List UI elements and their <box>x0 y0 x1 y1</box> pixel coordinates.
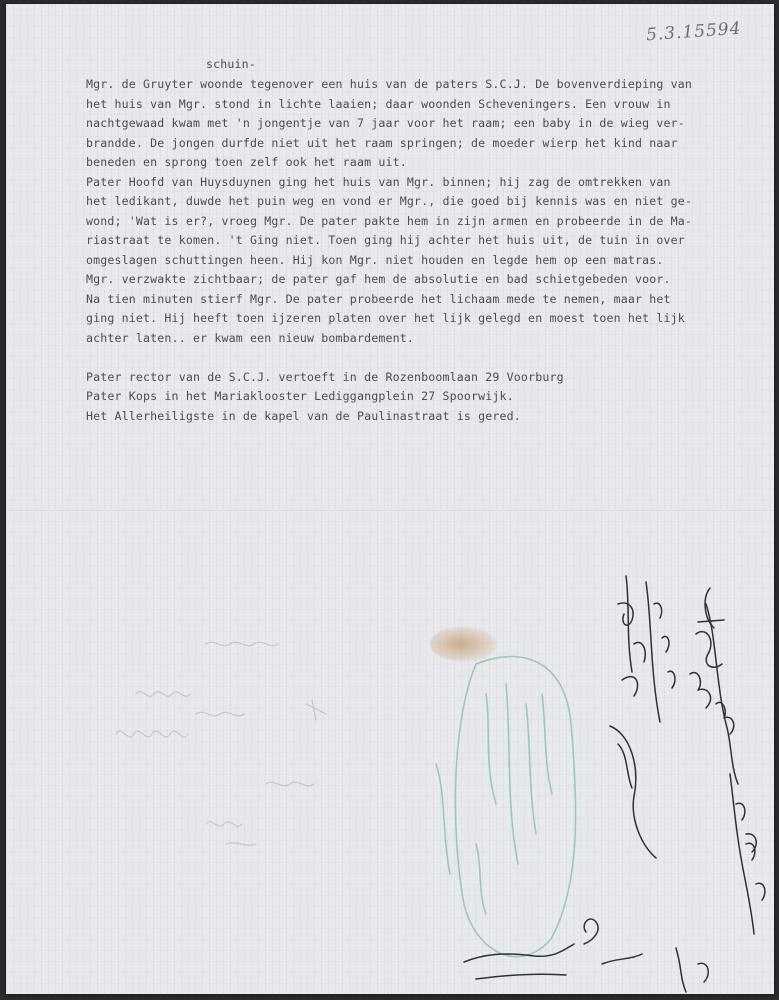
paragraph-line: brandde. De jongen durfde niet uit het raam springen; de moeder wierp het kind naar <box>86 135 678 150</box>
paragraph-line: beneden en sprong toen zelf ook het raam uit. <box>86 155 407 169</box>
green-pencil-scribbles <box>436 657 576 957</box>
paragraph-line: het ledikant, duwde het puin weg en vond er Mgr., die goed bij kennis was en niet ge- <box>86 194 693 208</box>
archive-number: 5.3.15594 <box>645 18 743 46</box>
paragraph-line: wond; 'Wat is er?, vroeg Mgr. De pater pakte hem in zijn armen en probeerde in de Ma- <box>86 213 693 228</box>
note-line: Pater rector van de S.C.J. vertoeft in de Rozenboomlaan 29 Voorburg <box>86 369 564 384</box>
paragraph-line: riastraat te komen. 't Ging niet. Toen ging hij achter het huis uit, de tuin in over <box>86 233 685 247</box>
paragraph-line: Na tien minuten stierf Mgr. De pater probeerde het lichaam mede te nemen, maar het <box>86 291 671 306</box>
note-line: Het Allerheiligste in de kapel van de Paulinastraat is gered. <box>86 408 521 423</box>
paragraph-line: Pater Hoofd van Huysduynen ging het huis van Mgr. binnen; hij zag de omtrekken van <box>86 174 671 189</box>
handwritten-annotations <box>6 4 774 994</box>
paragraph-line: nachtgewaad kwam met 'n jongentje van 7 jaar voor het raam; een baby in de wieg ver- <box>86 116 685 130</box>
paragraph-line: Mgr. verzwakte zichtbaar; de pater gaf hem de absolutie en bad schietgebeden voor. <box>86 272 671 286</box>
paragraph-line: het huis van Mgr. stond in lichte laaien; daar woonden Scheveningers. Een vrouw in <box>86 96 671 111</box>
note-line: Pater Kops in het Mariaklooster Lediggangplein 27 Spoorwijk. <box>86 389 514 403</box>
paragraph-line: achter laten.. er kwam een nieuw bombardement. <box>86 330 414 345</box>
paragraph-line: ging niet. Hij heeft toen ijzeren platen over het lijk gelegd en moest toen het lijk <box>86 311 685 325</box>
paragraph-line: omgeslagen schuttingen heen. Hij kon Mgr. niet houden en legde hem op een matras. <box>86 252 664 267</box>
document-page <box>6 4 774 994</box>
insertion-word: schuin- <box>206 57 256 71</box>
faint-pencil-scribbles <box>116 642 326 845</box>
paragraph-line: Mgr. de Gruyter woonde tegenover een huis van de paters S.C.J. De bovenverdieping van <box>86 77 693 91</box>
